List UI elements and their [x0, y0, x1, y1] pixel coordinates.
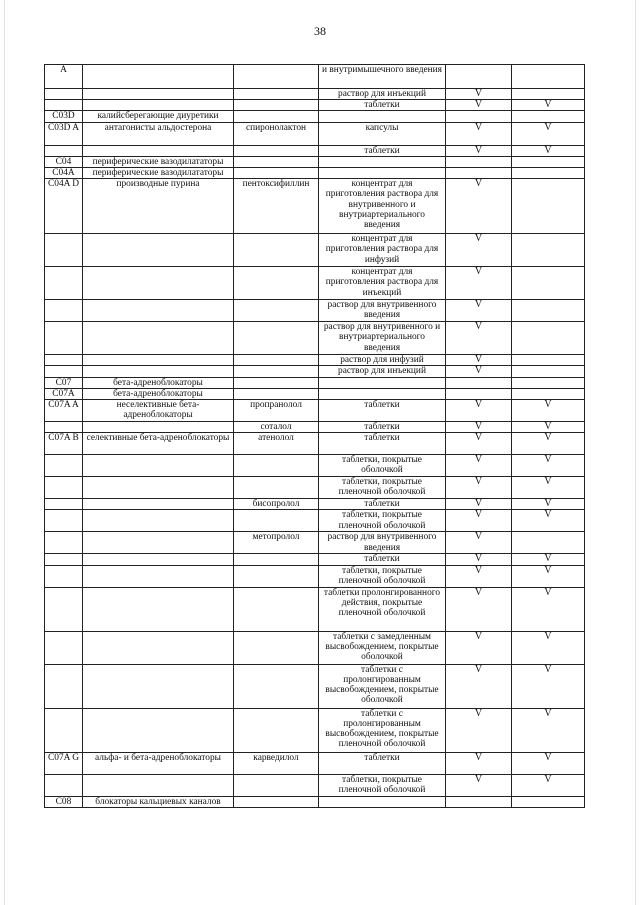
table-row: [45, 388, 585, 399]
mark-col5-cell: [446, 111, 512, 122]
table-row: [45, 587, 585, 631]
dosage-form-cell: таблетки с пролонгированным высвобождением, покрытые оболочкой: [319, 664, 446, 708]
atc-code-cell: C07A G: [45, 752, 83, 774]
table-row: [45, 400, 585, 422]
atc-code-cell: [45, 455, 83, 477]
anatomical-group-cell: [83, 322, 234, 355]
atc-code-cell: [45, 664, 83, 708]
mark-col5-cell: V: [446, 234, 512, 267]
atc-code-cell: [45, 774, 83, 796]
drug-name-cell: [234, 774, 319, 796]
table-row: [45, 168, 585, 179]
mark-col5-cell: V: [446, 477, 512, 499]
anatomical-group-cell: бета-адреноблокаторы: [83, 388, 234, 399]
atc-code-cell: [45, 89, 83, 100]
mark-col6-cell: [512, 796, 585, 807]
table-row: [45, 65, 585, 89]
mark-col5-cell: V: [446, 708, 512, 752]
dosage-form-cell: таблетки пролонгированного действия, покрытые пленочной оболочкой: [319, 587, 446, 631]
anatomical-group-cell: [83, 631, 234, 664]
mark-col6-cell: [512, 156, 585, 167]
mark-col6-cell: V: [512, 587, 585, 631]
mark-col6-cell: V: [512, 455, 585, 477]
table-row: [45, 377, 585, 388]
mark-col5-cell: V: [446, 179, 512, 234]
drug-name-cell: [234, 477, 319, 499]
drug-name-cell: [234, 631, 319, 664]
mark-col6-cell: V: [512, 477, 585, 499]
table-row: [45, 234, 585, 267]
mark-col6-cell: [512, 300, 585, 322]
atc-code-cell: C07: [45, 377, 83, 388]
dosage-form-cell: раствор для инъекций: [319, 89, 446, 100]
dosage-form-cell: раствор для внутривенного и внутриартериального введения: [319, 322, 446, 355]
dosage-form-cell: [319, 156, 446, 167]
drug-name-cell: [234, 145, 319, 156]
dosage-form-cell: таблетки: [319, 100, 446, 111]
table-row: [45, 355, 585, 366]
drug-name-cell: [234, 89, 319, 100]
mark-col6-cell: [512, 322, 585, 355]
dosage-form-cell: [319, 377, 446, 388]
mark-col6-cell: [512, 377, 585, 388]
dosage-form-cell: [319, 111, 446, 122]
atc-code-cell: C04A D: [45, 179, 83, 234]
anatomical-group-cell: блокаторы кальциевых каналов: [83, 796, 234, 807]
mark-col6-cell: V: [512, 433, 585, 455]
dosage-form-cell: [319, 388, 446, 399]
dosage-form-cell: раствор для внутривенного введения: [319, 300, 446, 322]
anatomical-group-cell: периферические вазодилататоры: [83, 168, 234, 179]
table-row: [45, 455, 585, 477]
mark-col5-cell: V: [446, 752, 512, 774]
mark-col6-cell: V: [512, 400, 585, 422]
anatomical-group-cell: [83, 366, 234, 377]
atc-code-cell: C07A A: [45, 400, 83, 422]
dosage-form-cell: концентрат для приготовления раствора для внутривенного и внутриартериального введения: [319, 179, 446, 234]
mark-col6-cell: [512, 267, 585, 300]
dosage-form-cell: таблетки, покрытые пленочной оболочкой: [319, 510, 446, 532]
drug-name-cell: карведилол: [234, 752, 319, 774]
mark-col6-cell: V: [512, 752, 585, 774]
anatomical-group-cell: [83, 774, 234, 796]
atc-code-cell: [45, 322, 83, 355]
mark-col5-cell: V: [446, 587, 512, 631]
drug-name-cell: бисопролол: [234, 499, 319, 510]
drug-name-cell: [234, 664, 319, 708]
scan-edge-left: [4, 0, 5, 905]
mark-col6-cell: [512, 532, 585, 554]
mark-col5-cell: V: [446, 565, 512, 587]
drug-name-cell: атенолол: [234, 433, 319, 455]
anatomical-group-cell: [83, 477, 234, 499]
anatomical-group-cell: антагонисты альдостерона: [83, 122, 234, 145]
atc-code-cell: [45, 565, 83, 587]
table-row: [45, 366, 585, 377]
table-row: [45, 664, 585, 708]
mark-col6-cell: [512, 168, 585, 179]
table-row: [45, 322, 585, 355]
dosage-form-cell: концентрат для приготовления раствора для инъекций: [319, 267, 446, 300]
anatomical-group-cell: [83, 664, 234, 708]
dosage-form-cell: таблетки: [319, 752, 446, 774]
atc-code-cell: [45, 422, 83, 433]
atc-code-cell: [45, 510, 83, 532]
dosage-form-cell: таблетки, покрытые пленочной оболочкой: [319, 565, 446, 587]
atc-code-cell: C07A: [45, 388, 83, 399]
atc-code-cell: [45, 708, 83, 752]
table-row: [45, 554, 585, 565]
table-row: [45, 179, 585, 234]
mark-col6-cell: [512, 234, 585, 267]
mark-col5-cell: V: [446, 267, 512, 300]
drug-name-cell: [234, 587, 319, 631]
table-row: [45, 422, 585, 433]
table-row: [45, 510, 585, 532]
atc-code-cell: C04: [45, 156, 83, 167]
mark-col6-cell: V: [512, 145, 585, 156]
table-row: [45, 267, 585, 300]
atc-code-cell: C08: [45, 796, 83, 807]
anatomical-group-cell: [83, 565, 234, 587]
mark-col5-cell: V: [446, 774, 512, 796]
dosage-form-cell: [319, 168, 446, 179]
scan-edge-right: [635, 0, 636, 905]
drug-name-cell: [234, 300, 319, 322]
mark-col5-cell: V: [446, 400, 512, 422]
dosage-form-cell: раствор для инъекций: [319, 366, 446, 377]
dosage-form-cell: капсулы: [319, 122, 446, 145]
table-row: [45, 433, 585, 455]
drug-name-cell: [234, 510, 319, 532]
anatomical-group-cell: [83, 554, 234, 565]
table-row: [45, 89, 585, 100]
mark-col6-cell: V: [512, 554, 585, 565]
drug-name-cell: [234, 234, 319, 267]
mark-col6-cell: V: [512, 122, 585, 145]
table-body: [45, 65, 585, 808]
drug-name-cell: [234, 111, 319, 122]
mark-col5-cell: V: [446, 510, 512, 532]
atc-code-cell: C04A: [45, 168, 83, 179]
drug-name-cell: [234, 565, 319, 587]
atc-code-cell: [45, 477, 83, 499]
anatomical-group-cell: [83, 355, 234, 366]
anatomical-group-cell: [83, 708, 234, 752]
dosage-form-cell: таблетки: [319, 422, 446, 433]
mark-col5-cell: V: [446, 366, 512, 377]
mark-col5-cell: V: [446, 355, 512, 366]
mark-col5-cell: V: [446, 433, 512, 455]
mark-col6-cell: V: [512, 708, 585, 752]
drug-name-cell: пентоксифиллин: [234, 179, 319, 234]
table-row: [45, 532, 585, 554]
atc-code-cell: [45, 587, 83, 631]
dosage-form-cell: раствор для внутривенного введения: [319, 532, 446, 554]
anatomical-group-cell: неселективные бета-адреноблокаторы: [83, 400, 234, 422]
anatomical-group-cell: [83, 510, 234, 532]
mark-col6-cell: V: [512, 422, 585, 433]
mark-col6-cell: V: [512, 774, 585, 796]
anatomical-group-cell: [83, 499, 234, 510]
drug-name-cell: спиронолактон: [234, 122, 319, 145]
mark-col6-cell: V: [512, 510, 585, 532]
mark-col6-cell: [512, 111, 585, 122]
mark-col5-cell: [446, 796, 512, 807]
mark-col5-cell: V: [446, 532, 512, 554]
mark-col5-cell: V: [446, 499, 512, 510]
drug-name-cell: [234, 65, 319, 89]
anatomical-group-cell: [83, 100, 234, 111]
mark-col5-cell: V: [446, 664, 512, 708]
table-row: [45, 477, 585, 499]
dosage-form-cell: концентрат для приготовления раствора для инфузий: [319, 234, 446, 267]
dosage-form-cell: таблетки: [319, 400, 446, 422]
atc-code-cell: [45, 300, 83, 322]
mark-col6-cell: V: [512, 631, 585, 664]
anatomical-group-cell: [83, 145, 234, 156]
atc-code-cell: A: [45, 65, 83, 89]
dosage-form-cell: таблетки, покрытые пленочной оболочкой: [319, 774, 446, 796]
mark-col5-cell: V: [446, 122, 512, 145]
table-row: [45, 631, 585, 664]
table-row: [45, 796, 585, 807]
atc-code-cell: [45, 145, 83, 156]
anatomical-group-cell: [83, 587, 234, 631]
anatomical-group-cell: производные пурина: [83, 179, 234, 234]
dosage-form-cell: таблетки: [319, 433, 446, 455]
drug-name-cell: [234, 168, 319, 179]
anatomical-group-cell: [83, 422, 234, 433]
mark-col6-cell: V: [512, 100, 585, 111]
atc-code-cell: [45, 355, 83, 366]
table-row: [45, 499, 585, 510]
table-row: [45, 300, 585, 322]
table-row: [45, 111, 585, 122]
anatomical-group-cell: альфа- и бета-адреноблокаторы: [83, 752, 234, 774]
atc-code-cell: [45, 234, 83, 267]
table-row: [45, 122, 585, 145]
mark-col6-cell: V: [512, 565, 585, 587]
table-row: [45, 156, 585, 167]
dosage-form-cell: таблетки: [319, 499, 446, 510]
mark-col6-cell: [512, 355, 585, 366]
dosage-form-cell: таблетки с пролонгированным высвобождением, покрытые пленочной оболочкой: [319, 708, 446, 752]
drug-name-cell: [234, 377, 319, 388]
drug-name-cell: [234, 267, 319, 300]
atc-code-cell: C03D A: [45, 122, 83, 145]
dosage-form-cell: таблетки, покрытые оболочкой: [319, 455, 446, 477]
atc-code-cell: [45, 366, 83, 377]
table-row: [45, 145, 585, 156]
anatomical-group-cell: [83, 234, 234, 267]
anatomical-group-cell: бета-адреноблокаторы: [83, 377, 234, 388]
drug-name-cell: соталол: [234, 422, 319, 433]
anatomical-group-cell: периферические вазодилататоры: [83, 156, 234, 167]
mark-col5-cell: V: [446, 455, 512, 477]
atc-code-cell: C03D: [45, 111, 83, 122]
mark-col6-cell: [512, 179, 585, 234]
drug-name-cell: [234, 156, 319, 167]
mark-col5-cell: V: [446, 145, 512, 156]
page-number: 38: [314, 24, 326, 38]
table-row: [45, 565, 585, 587]
drug-name-cell: [234, 355, 319, 366]
dosage-form-cell: раствор для инфузий: [319, 355, 446, 366]
table-row: [45, 708, 585, 752]
anatomical-group-cell: [83, 89, 234, 100]
mark-col6-cell: [512, 65, 585, 89]
dosage-form-cell: таблетки с замедленным высвобождением, покрытые оболочкой: [319, 631, 446, 664]
mark-col6-cell: [512, 89, 585, 100]
mark-col6-cell: V: [512, 664, 585, 708]
atc-code-cell: [45, 631, 83, 664]
dosage-form-cell: таблетки: [319, 554, 446, 565]
mark-col5-cell: [446, 168, 512, 179]
drug-name-cell: [234, 388, 319, 399]
drug-name-cell: пропранолол: [234, 400, 319, 422]
mark-col5-cell: V: [446, 89, 512, 100]
anatomical-group-cell: [83, 455, 234, 477]
dosage-form-cell: таблетки, покрытые пленочной оболочкой: [319, 477, 446, 499]
mark-col5-cell: [446, 377, 512, 388]
anatomical-group-cell: [83, 267, 234, 300]
dosage-form-cell: таблетки: [319, 145, 446, 156]
atc-code-cell: [45, 532, 83, 554]
table-row: [45, 752, 585, 774]
mark-col5-cell: [446, 65, 512, 89]
mark-col5-cell: [446, 156, 512, 167]
drug-name-cell: [234, 708, 319, 752]
table-row: [45, 774, 585, 796]
mark-col5-cell: V: [446, 100, 512, 111]
mark-col5-cell: [446, 388, 512, 399]
drug-name-cell: [234, 796, 319, 807]
atc-code-cell: [45, 499, 83, 510]
drug-name-cell: [234, 455, 319, 477]
mark-col5-cell: V: [446, 300, 512, 322]
mark-col6-cell: V: [512, 499, 585, 510]
mark-col6-cell: [512, 366, 585, 377]
dosage-form-cell: [319, 796, 446, 807]
mark-col5-cell: V: [446, 554, 512, 565]
mark-col5-cell: V: [446, 422, 512, 433]
drug-list-table: [44, 64, 585, 808]
drug-name-cell: метопролол: [234, 532, 319, 554]
anatomical-group-cell: [83, 532, 234, 554]
drug-name-cell: [234, 366, 319, 377]
anatomical-group-cell: [83, 65, 234, 89]
dosage-form-cell: и внутримышечного введения: [319, 65, 446, 89]
atc-code-cell: [45, 267, 83, 300]
mark-col6-cell: [512, 388, 585, 399]
mark-col5-cell: V: [446, 631, 512, 664]
drug-name-cell: [234, 322, 319, 355]
atc-code-cell: [45, 100, 83, 111]
table-row: [45, 100, 585, 111]
mark-col5-cell: V: [446, 322, 512, 355]
anatomical-group-cell: селективные бета-адреноблокаторы: [83, 433, 234, 455]
anatomical-group-cell: [83, 300, 234, 322]
drug-name-cell: [234, 554, 319, 565]
anatomical-group-cell: калийсберегающие диуретики: [83, 111, 234, 122]
drug-name-cell: [234, 100, 319, 111]
atc-code-cell: [45, 554, 83, 565]
atc-code-cell: C07A B: [45, 433, 83, 455]
